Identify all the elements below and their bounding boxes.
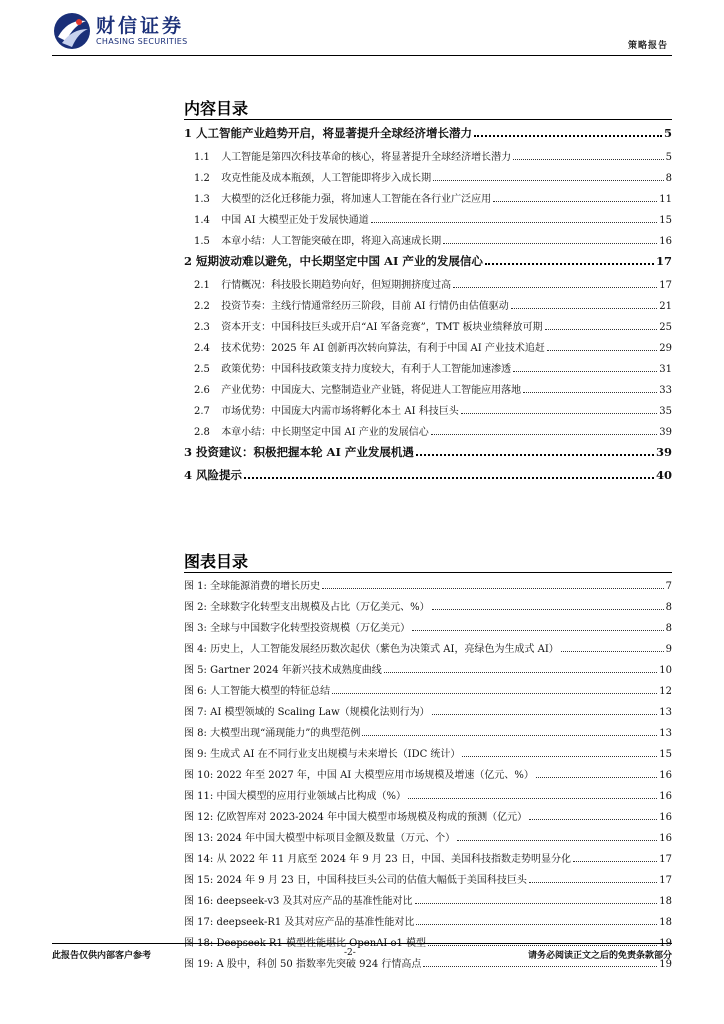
- figure-list-entry[interactable]: [184, 598, 672, 619]
- toc-entry-title: [194, 339, 545, 354]
- figure-entry-label: 图 14:: [184, 854, 214, 865]
- figure-entry-text: 2024 年中国大模型中标项目金额及数量（万元、个）: [216, 833, 456, 844]
- figure-dot-leader: [457, 840, 657, 841]
- figure-entry-title: [184, 829, 455, 844]
- contents-list: [184, 125, 672, 490]
- toc-entry-page: 25: [659, 322, 672, 333]
- toc-entry-title: [194, 169, 431, 184]
- figure-entry-label: 图 15:: [184, 875, 214, 886]
- figure-list-entry[interactable]: [184, 661, 672, 682]
- figure-entry-label: 图 12:: [184, 812, 214, 823]
- figure-entry-label: 图 6:: [184, 686, 207, 697]
- toc-section-entry[interactable]: [184, 339, 672, 360]
- figure-entry-title: [184, 808, 527, 823]
- figure-entry-label: 图 2:: [184, 602, 207, 613]
- toc-dot-leader: [371, 222, 658, 223]
- toc-dot-leader: [443, 243, 657, 244]
- contents-title-divider: [184, 119, 672, 120]
- toc-entry-title: [194, 318, 543, 333]
- toc-entry-page: 8: [665, 173, 672, 184]
- figure-entry-label: 图 19:: [184, 959, 214, 970]
- toc-section-entry[interactable]: [184, 402, 672, 423]
- figures-title: 图表目录: [184, 552, 249, 571]
- figure-list-entry[interactable]: [184, 766, 672, 787]
- figure-entry-title: [184, 850, 571, 865]
- figure-entry-text: 人工智能大模型的特征总结: [210, 686, 331, 697]
- figure-list-entry[interactable]: [184, 850, 672, 871]
- toc-entry-text: 市场优势：中国庞大内需市场将孵化本土 AI 科技巨头: [221, 406, 459, 417]
- figure-entry-page: 16: [659, 833, 672, 844]
- toc-entry-page: 5: [665, 152, 672, 163]
- toc-chapter-entry[interactable]: [184, 467, 672, 490]
- toc-entry-number: 1: [184, 126, 193, 140]
- toc-dot-leader: [244, 477, 654, 479]
- toc-section-entry[interactable]: [184, 232, 672, 253]
- brand-name-cn: 财信证券: [96, 15, 185, 37]
- figure-list-entry[interactable]: [184, 892, 672, 913]
- toc-entry-page: 40: [655, 468, 672, 482]
- toc-dot-leader: [453, 287, 657, 288]
- figure-dot-leader: [462, 756, 657, 757]
- figure-entry-title: [184, 892, 413, 907]
- toc-entry-title: [184, 467, 242, 483]
- toc-entry-title: [194, 381, 521, 396]
- toc-entry-page: 17: [655, 254, 672, 268]
- toc-section-entry[interactable]: [184, 423, 672, 444]
- toc-entry-number: 1.3: [194, 194, 210, 205]
- figure-entry-page: 17: [659, 854, 672, 865]
- figure-entry-label: 图 11:: [184, 791, 214, 802]
- figure-entry-label: 图 16:: [184, 896, 214, 907]
- toc-entry-page: 16: [659, 236, 672, 247]
- figure-list-entry[interactable]: [184, 787, 672, 808]
- figure-entry-text: 历史上，人工智能发展经历数次起伏（紫色为决策式 AI，亮绿色为生成式 AI）: [210, 644, 559, 655]
- toc-entry-number: 3: [184, 445, 193, 459]
- figure-dot-leader: [415, 903, 658, 904]
- figure-entry-text: 2024 年 9 月 23 日，中国科技巨头公司的估值大幅低于美国科技巨头: [216, 875, 527, 886]
- toc-entry-text: 政策优势：中国科技政策支持力度较大，有利于人工智能加速渗透: [221, 364, 512, 375]
- toc-section-entry[interactable]: [184, 148, 672, 169]
- figure-entry-label: 图 3:: [184, 623, 207, 634]
- toc-entry-title: [194, 232, 441, 247]
- figure-entry-title: [184, 934, 426, 949]
- figure-entry-title: [184, 913, 414, 928]
- figure-entry-label: 图 1:: [184, 581, 207, 592]
- figure-dot-leader: [322, 588, 664, 589]
- figure-dot-leader: [529, 819, 657, 820]
- figure-entry-text: 中国大模型的应用行业领域占比构成（%）: [216, 791, 406, 802]
- toc-entry-text: 本章小结：人工智能突破在即，将迎入高速成长期: [221, 236, 442, 247]
- toc-dot-leader: [523, 392, 657, 393]
- figure-list-entry[interactable]: [184, 619, 672, 640]
- figure-entry-title: [184, 745, 460, 760]
- figure-entry-title: [184, 598, 430, 613]
- toc-section-entry[interactable]: [184, 360, 672, 381]
- figure-dot-leader: [428, 945, 657, 946]
- figure-entry-label: 图 10:: [184, 770, 214, 781]
- toc-dot-leader: [416, 454, 654, 456]
- figure-list-entry[interactable]: [184, 913, 672, 934]
- report-type: 策略报告: [627, 41, 668, 51]
- toc-dot-leader: [513, 371, 657, 372]
- brand-logo: [52, 10, 188, 52]
- toc-entry-page: 33: [659, 385, 672, 396]
- toc-entry-text: 风险提示: [196, 468, 243, 482]
- figure-entry-page: 18: [659, 896, 672, 907]
- figure-dot-leader: [384, 672, 657, 673]
- figure-entry-page: 8: [665, 602, 672, 613]
- figure-entry-label: 图 7:: [184, 707, 207, 718]
- toc-entry-title: [194, 148, 511, 163]
- figure-entry-label: 图 8:: [184, 728, 207, 739]
- toc-entry-text: 人工智能是第四次科技革命的核心，将显著提升全球经济增长潜力: [221, 152, 512, 163]
- toc-entry-number: 2: [184, 254, 193, 268]
- figure-entry-title: [184, 787, 406, 802]
- toc-entry-title: [194, 423, 429, 438]
- header-divider: [52, 55, 672, 56]
- toc-entry-page: 11: [659, 194, 672, 205]
- figure-entry-text: 从 2022 年 11 月底至 2024 年 9 月 23 日，中国、美国科技指数走势明显分化: [216, 854, 571, 865]
- figure-list-entry[interactable]: [184, 682, 672, 703]
- figure-entry-label: 图 18:: [184, 938, 214, 949]
- footer-disclaimer: 此报告仅供内部客户参考: [52, 951, 152, 961]
- figure-list-entry[interactable]: [184, 577, 672, 598]
- toc-entry-number: 2.4: [194, 343, 210, 354]
- toc-dot-leader: [433, 180, 663, 181]
- toc-entry-number: 2.7: [194, 406, 210, 417]
- toc-section-entry[interactable]: [184, 297, 672, 318]
- figure-entry-page: 16: [659, 791, 672, 802]
- figure-dot-leader: [529, 882, 657, 883]
- toc-dot-leader: [511, 308, 658, 309]
- toc-entry-number: 2.2: [194, 301, 210, 312]
- footer-divider: [52, 943, 672, 944]
- toc-section-entry[interactable]: [184, 381, 672, 402]
- figure-entry-text: A 股中，科创 50 指数率先突破 924 行情高点: [216, 959, 422, 970]
- toc-entry-title: [194, 276, 451, 291]
- toc-entry-number: 2.8: [194, 427, 210, 438]
- toc-entry-number: 2.6: [194, 385, 210, 396]
- figure-entry-title: [184, 619, 410, 634]
- figure-entry-page: 13: [659, 707, 672, 718]
- figure-entry-text: 亿欧智库对 2023-2024 年中国大模型市场规模及构成的预测（亿元）: [216, 812, 528, 823]
- toc-entry-page: 35: [659, 406, 672, 417]
- figure-entry-text: 全球数字化转型支出规模及占比（万亿美元、%）: [210, 602, 430, 613]
- toc-entry-title: [194, 211, 369, 226]
- toc-entry-page: 31: [659, 364, 672, 375]
- toc-entry-title: [194, 360, 511, 375]
- figure-entry-text: deepseek-v3 及其对应产品的基准性能对比: [216, 896, 413, 907]
- figure-entry-page: 9: [665, 644, 672, 655]
- toc-entry-page: 15: [659, 215, 672, 226]
- figure-dot-leader: [332, 693, 657, 694]
- figure-entry-page: 19: [659, 959, 672, 970]
- figure-entry-title: [184, 703, 430, 718]
- toc-entry-text: 攻克性能及成本瓶颈，人工智能即将步入成长期: [221, 173, 432, 184]
- toc-entry-number: 2.5: [194, 364, 210, 375]
- figure-dot-leader: [573, 861, 657, 862]
- toc-entry-text: 技术优势：2025 年 AI 创新再次转向算法，有利于中国 AI 产业技术追赶: [221, 343, 545, 354]
- figures-title-divider: [184, 572, 672, 573]
- toc-dot-leader: [513, 159, 663, 160]
- figure-dot-leader: [416, 924, 657, 925]
- figure-entry-label: 图 4:: [184, 644, 207, 655]
- figure-entry-page: 19: [659, 938, 672, 949]
- figure-entry-label: 图 9:: [184, 749, 207, 760]
- figure-entry-page: 15: [659, 749, 672, 760]
- toc-dot-leader: [474, 135, 662, 137]
- toc-entry-title: [184, 444, 414, 460]
- toc-section-entry[interactable]: [184, 169, 672, 190]
- toc-entry-text: 大模型的泛化迁移能力强，将加速人工智能在各行业广泛应用: [221, 194, 492, 205]
- figure-dot-leader: [362, 735, 657, 736]
- figure-entry-text: 2022 年至 2027 年，中国 AI 大模型应用市场规模及增速（亿元、%）: [216, 770, 534, 781]
- toc-dot-leader: [431, 434, 658, 435]
- toc-entry-number: 4: [184, 468, 193, 482]
- toc-dot-leader: [545, 329, 658, 330]
- toc-entry-title: [194, 402, 459, 417]
- figure-entry-title: [184, 766, 534, 781]
- toc-dot-leader: [547, 350, 657, 351]
- figure-entry-title: [184, 724, 360, 739]
- figure-list-entry[interactable]: [184, 724, 672, 745]
- figure-dot-leader: [408, 798, 657, 799]
- figure-entry-page: 12: [659, 686, 672, 697]
- figure-entry-page: 8: [665, 623, 672, 634]
- toc-entry-text: 人工智能产业趋势开启，将显著提升全球经济增长潜力: [196, 126, 473, 140]
- toc-entry-number: 1.1: [194, 152, 210, 163]
- toc-entry-number: 1.2: [194, 173, 210, 184]
- figure-entry-page: 7: [665, 581, 672, 592]
- toc-entry-text: 本章小结：中长期坚定中国 AI 产业的发展信心: [221, 427, 429, 438]
- figures-list: [184, 577, 672, 976]
- toc-dot-leader: [461, 413, 658, 414]
- figure-entry-page: 18: [659, 917, 672, 928]
- toc-section-entry[interactable]: [184, 318, 672, 339]
- toc-entry-page: 29: [659, 343, 672, 354]
- figure-entry-page: 17: [659, 875, 672, 886]
- toc-entry-text: 投资节奏：主线行情通常经历三阶段，目前 AI 行情仍由估值驱动: [221, 301, 509, 312]
- toc-section-entry[interactable]: [184, 276, 672, 297]
- figure-entry-page: 16: [659, 812, 672, 823]
- toc-entry-page: 5: [663, 126, 672, 140]
- figure-dot-leader: [536, 777, 657, 778]
- figure-dot-leader: [412, 630, 664, 631]
- figure-entry-label: 图 5:: [184, 665, 207, 676]
- figure-list-entry[interactable]: [184, 808, 672, 829]
- toc-entry-page: 21: [659, 301, 672, 312]
- page-number: -2-: [344, 948, 356, 958]
- figure-entry-text: Deepseek R1 模型性能堪比 OpenAI o1 模型: [216, 938, 427, 949]
- figure-entry-title: [184, 682, 330, 697]
- toc-section-entry[interactable]: [184, 211, 672, 232]
- figure-entry-text: 生成式 AI 在不同行业支出规模与未来增长（IDC 统计）: [210, 749, 461, 760]
- figure-list-entry[interactable]: [184, 640, 672, 661]
- figure-entry-title: [184, 640, 559, 655]
- figure-dot-leader: [432, 714, 658, 715]
- figure-entry-text: deepseek-R1 及其对应产品的基准性能对比: [216, 917, 415, 928]
- toc-entry-number: 2.1: [194, 280, 210, 291]
- toc-entry-number: 2.3: [194, 322, 210, 333]
- brand-name-en: CHASING SECURITIES: [96, 37, 188, 46]
- toc-entry-text: 行情概况：科技股长期趋势向好，但短期拥挤度过高: [221, 280, 452, 291]
- figure-entry-label: 图 13:: [184, 833, 214, 844]
- toc-entry-title: [184, 253, 483, 269]
- toc-entry-text: 产业优势：中国庞大、完整制造业产业链，将促进人工智能应用落地: [221, 385, 522, 396]
- contents-title: 内容目录: [184, 99, 249, 118]
- figure-dot-leader: [432, 609, 664, 610]
- figure-entry-text: 大模型出现“涌现能力”的典型范例: [210, 728, 361, 739]
- brand-logo-icon: [52, 11, 92, 51]
- figure-entry-title: [184, 661, 382, 676]
- figure-entry-page: 10: [659, 665, 672, 676]
- toc-entry-page: 39: [655, 445, 672, 459]
- figure-list-entry[interactable]: [184, 829, 672, 850]
- toc-entry-text: 短期波动难以避免，中长期坚定中国 AI 产业的发展信心: [196, 254, 483, 268]
- figure-entry-title: [184, 577, 320, 592]
- toc-entry-text: 资本开支：中国科技巨头或开启“AI 军备竞赛”，TMT 板块业绩释放可期: [221, 322, 543, 333]
- figure-entry-text: Gartner 2024 年新兴技术成熟度曲线: [210, 665, 382, 676]
- figure-entry-page: 13: [659, 728, 672, 739]
- figure-entry-title: [184, 871, 527, 886]
- figure-entry-text: 全球能源消费的增长历史: [210, 581, 321, 592]
- toc-entry-title: [194, 190, 491, 205]
- footer-notice: 请务必阅读正文之后的免责条款部分: [527, 951, 672, 961]
- toc-entry-title: [184, 125, 472, 141]
- toc-section-entry[interactable]: [184, 190, 672, 211]
- figure-entry-label: 图 17:: [184, 917, 214, 928]
- toc-dot-leader: [485, 263, 654, 265]
- toc-entry-page: 39: [659, 427, 672, 438]
- figure-list-entry[interactable]: [184, 871, 672, 892]
- toc-entry-number: 1.5: [194, 236, 210, 247]
- toc-entry-text: 投资建议：积极把握本轮 AI 产业发展机遇: [196, 445, 414, 459]
- figure-entry-page: 16: [659, 770, 672, 781]
- toc-chapter-entry[interactable]: [184, 253, 672, 276]
- toc-entry-number: 1.4: [194, 215, 210, 226]
- toc-chapter-entry[interactable]: [184, 444, 672, 467]
- figure-dot-leader: [561, 651, 664, 652]
- figure-dot-leader: [423, 966, 657, 967]
- figure-entry-title: [184, 955, 421, 970]
- toc-entry-page: 17: [659, 280, 672, 291]
- figure-entry-text: AI 模型领域的 Scaling Law（规模化法则行为）: [210, 707, 430, 718]
- toc-entry-text: 中国 AI 大模型正处于发展快通道: [221, 215, 369, 226]
- toc-dot-leader: [493, 201, 657, 202]
- toc-chapter-entry[interactable]: [184, 125, 672, 148]
- toc-entry-title: [194, 297, 509, 312]
- figure-list-entry[interactable]: [184, 745, 672, 766]
- figure-list-entry[interactable]: [184, 703, 672, 724]
- figure-entry-text: 全球与中国数字化转型投资规模（万亿美元）: [210, 623, 411, 634]
